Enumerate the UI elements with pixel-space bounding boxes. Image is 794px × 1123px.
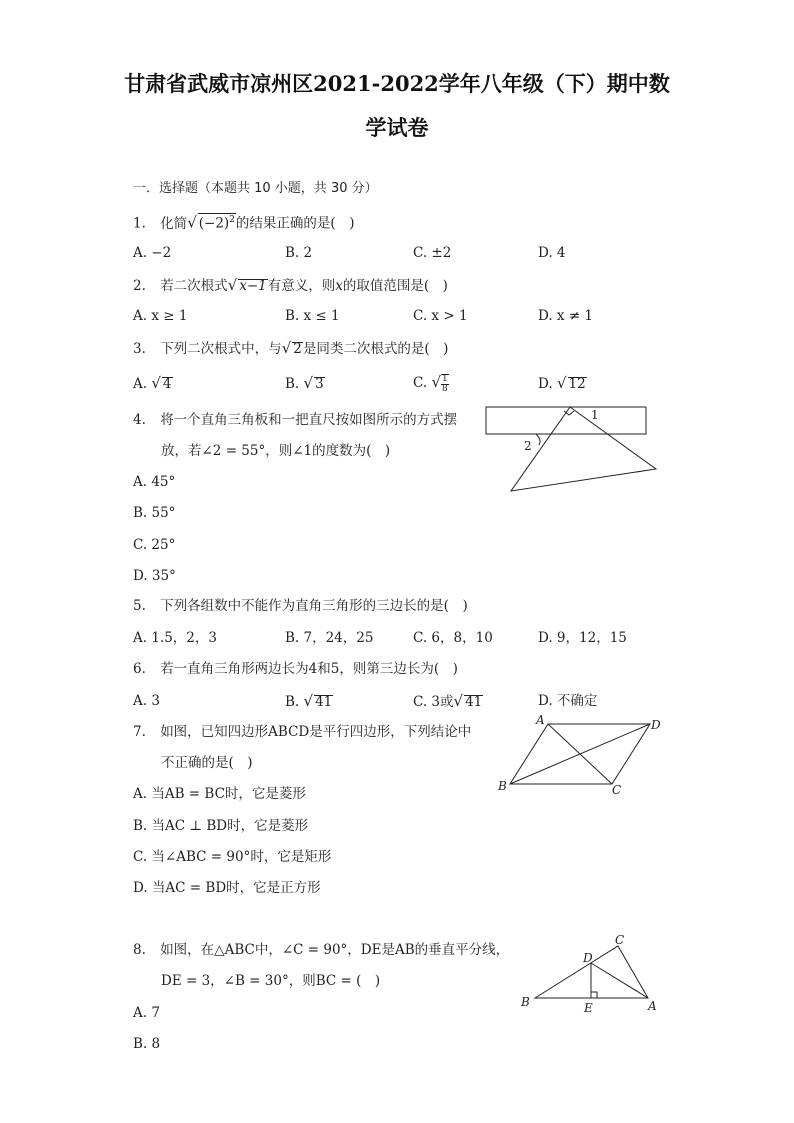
option-d[interactable]: D. x ≠ 1	[538, 308, 594, 324]
question-text-mid: 有意义，则	[267, 278, 336, 294]
question-text-line2: 放，若∠2 = 55°，则∠1的度数为( )	[161, 443, 391, 459]
right-angle-mark	[591, 992, 597, 998]
question-text-line1: 将一个直角三角板和一把直尺按如图所示的方式摆	[160, 412, 458, 428]
option-c[interactable]: C. ±2	[413, 245, 452, 261]
question-text: 下列各组数中不能作为直角三角形的三边长的是( )	[160, 598, 468, 614]
vertex-label-a: A	[536, 713, 545, 727]
option-b[interactable]: B. 7，24，25	[285, 630, 374, 646]
section-header: 一．选择题（本题共 10 小题，共 30 分）	[133, 181, 378, 196]
option-b[interactable]: B. 55°	[133, 505, 176, 521]
question-1: 1. 化简√ $(-2)^2$的结果正确的是( )	[133, 213, 355, 232]
radical: 2	[293, 341, 302, 357]
option-b[interactable]: B. √ 41	[285, 692, 333, 710]
option-c[interactable]: C. 3或√ 41	[413, 692, 483, 710]
option-b[interactable]: B. 当AC ⊥ BD时，它是菱形	[133, 818, 309, 834]
question-7	[133, 723, 471, 741]
option-b[interactable]: B. x ≤ 1	[285, 308, 340, 324]
question-8	[133, 941, 509, 959]
vertex-label-e: E	[584, 1001, 593, 1015]
question-text-pre: 化简	[160, 215, 188, 232]
option-a[interactable]: A. 7	[133, 1005, 160, 1021]
option-c[interactable]: C. 6，8，10	[413, 630, 493, 646]
segment-da	[591, 963, 648, 998]
question-text: 若一直角三角形两边长为4和5，则第三边长为( )	[160, 661, 458, 677]
question-2: 2. 若二次根式√ x−1有意义，则x的取值范围是( )	[133, 276, 448, 294]
vertex-label-c: C	[612, 783, 622, 796]
option-b[interactable]: B. √ 3	[285, 374, 324, 392]
question-text-post: 的结果正确的是( )	[235, 215, 355, 232]
question-text-line1: 如图，已知四边形ABCD是平行四边形，下列结论中	[160, 724, 472, 740]
option-a[interactable]: A. 3	[133, 693, 160, 709]
question-text-line1: 如图，在△ABC中，∠C = 90°，DE是AB的垂直平分线，	[160, 942, 510, 958]
radical: $(-2)^2$	[198, 215, 235, 232]
option-d[interactable]: D. 35°	[133, 568, 176, 584]
question-5	[133, 597, 468, 615]
ruler-triangle-figure	[484, 402, 664, 497]
vertex-label-b: B	[521, 995, 530, 1009]
question-text-post: 的取值范围是( )	[342, 278, 448, 294]
question-number: 6.	[133, 661, 146, 677]
option-c[interactable]: C. √ $\frac{1}{8}$	[413, 373, 448, 394]
question-number: 8.	[133, 942, 146, 958]
option-a[interactable]: A. 当AB = BC时，它是菱形	[133, 786, 306, 802]
angle-label-1: 1	[591, 408, 599, 422]
radical: x−1	[239, 278, 267, 294]
ruler	[486, 407, 646, 434]
question-number: 2.	[133, 278, 146, 294]
question-6	[133, 660, 458, 678]
question-number: 3.	[133, 341, 146, 357]
diagonal-bd	[510, 724, 650, 784]
question-text-post: 是同类二次根式的是( )	[302, 341, 449, 357]
page-title-line2: 学试卷	[365, 115, 429, 140]
option-b[interactable]: B. 2	[285, 245, 313, 261]
option-d[interactable]: D. √ 12	[538, 374, 586, 392]
angle-label-2: 2	[524, 439, 532, 453]
option-c[interactable]: C. 25°	[133, 537, 176, 553]
option-d[interactable]: D. 9，12，15	[538, 630, 627, 646]
option-c[interactable]: C. 当∠ABC = 90°时，它是矩形	[133, 849, 332, 865]
variable: x	[335, 278, 343, 294]
vertex-label-c: C	[615, 933, 625, 947]
question-number: 1.	[133, 215, 146, 232]
option-b[interactable]: B. 8	[133, 1036, 161, 1052]
option-a[interactable]: A. x ≥ 1	[133, 308, 188, 324]
option-c[interactable]: C. x > 1	[413, 308, 468, 324]
vertex-label-d: D	[583, 951, 593, 965]
triangle	[511, 407, 656, 491]
page-title-line1: 甘肃省武威市凉州区2021-2022学年八年级（下）期中数	[124, 71, 670, 96]
question-number: 5.	[133, 598, 146, 614]
triangle-abc-figure	[515, 932, 665, 1018]
vertex-label-d: D	[651, 718, 661, 732]
option-d[interactable]: D. 当AC = BD时，它是正方形	[133, 880, 321, 896]
option-a[interactable]: A. −2	[133, 245, 172, 261]
question-text-pre: 若二次根式	[160, 278, 228, 294]
question-number: 7.	[133, 724, 146, 740]
option-a[interactable]: A. √ 4	[133, 374, 172, 392]
question-number: 4.	[133, 412, 146, 428]
vertex-label-b: B	[498, 779, 507, 793]
question-text-line2: DE = 3，∠B = 30°，则BC = ( )	[161, 973, 381, 989]
angle2-arc	[536, 434, 540, 445]
vertex-label-a: A	[648, 999, 657, 1013]
parallelogram-figure	[494, 712, 672, 796]
question-text-line2: 不正确的是( )	[161, 755, 253, 771]
option-a[interactable]: A. 1.5，2，3	[133, 630, 217, 646]
option-d[interactable]: D. 不确定	[538, 693, 598, 709]
question-text-pre: 下列二次根式中，与	[160, 341, 282, 357]
option-d[interactable]: D. 4	[538, 245, 566, 261]
question-4	[133, 411, 457, 429]
question-3: 3. 下列二次根式中，与√ 2是同类二次根式的是( )	[133, 339, 449, 357]
option-a[interactable]: A. 45°	[133, 474, 176, 490]
